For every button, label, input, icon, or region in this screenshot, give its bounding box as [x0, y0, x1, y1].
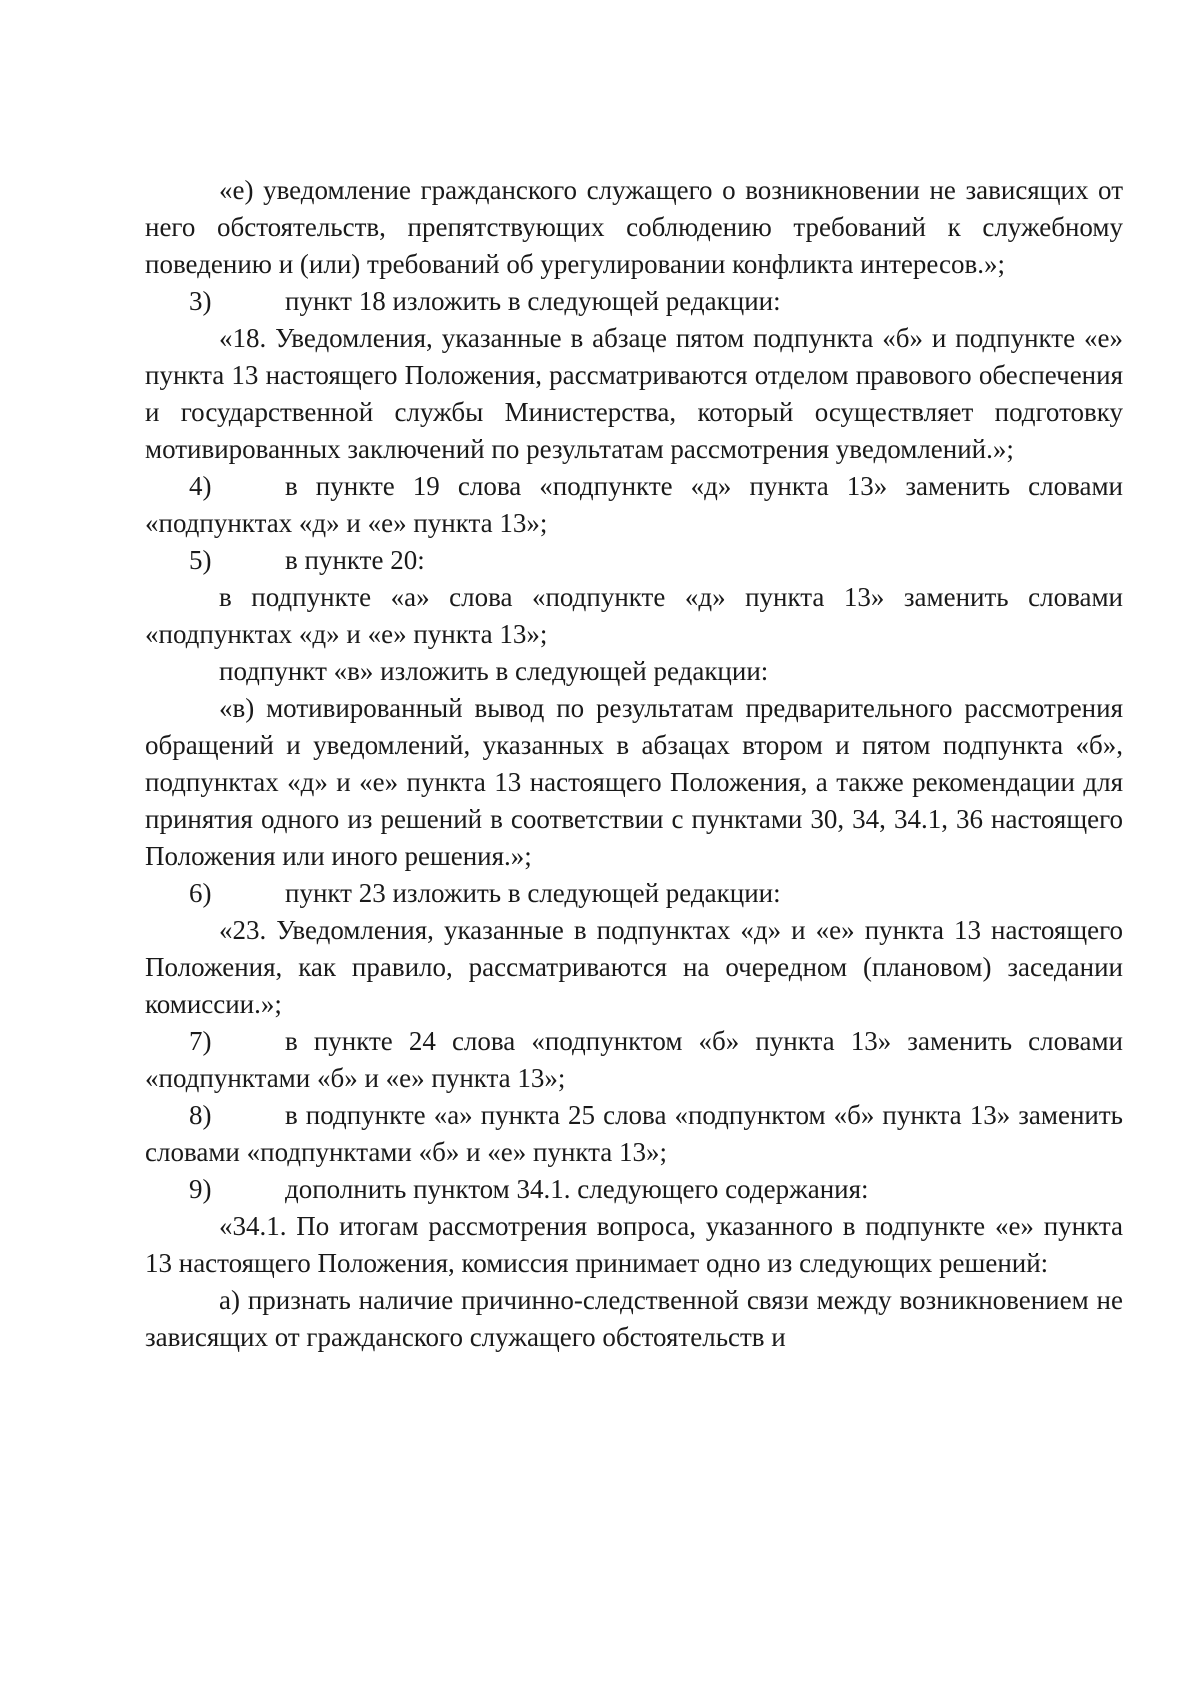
- item-7-number: 7): [189, 1026, 212, 1056]
- item-7: [145, 1023, 1123, 1097]
- paragraph-23: «23. Уведомления, указанные в подпунктах «д» и «е» пункта 13 настоящего Положения, как правило, рассматриваются на очередном (плановом) заседании комиссии.»;: [145, 915, 1123, 1019]
- item-9-text: дополнить пунктом 34.1. следующего содержания:: [285, 1174, 869, 1204]
- item-8-number: 8): [189, 1100, 212, 1130]
- item-5: [145, 542, 1123, 579]
- item-8-text: в подпункте «а» пункта 25 слова «подпунктом «б» пункта 13» заменить словами «подпунктами «б» и «е» пункта 13»;: [145, 1100, 1123, 1167]
- item-8: [145, 1097, 1123, 1171]
- item-3-text: пункт 18 изложить в следующей редакции:: [285, 286, 781, 316]
- item-4: [145, 468, 1123, 542]
- item-5-text: в пункте 20:: [285, 545, 425, 575]
- item-6-number: 6): [189, 878, 212, 908]
- paragraph-34-1-a: а) признать наличие причинно-следственной связи между возникновением не зависящих от гражданского служащего обстоятельств и: [145, 1285, 1123, 1352]
- paragraph-20-b: подпункт «в» изложить в следующей редакции:: [219, 656, 769, 686]
- paragraph-34-1: «34.1. По итогам рассмотрения вопроса, указанного в подпункте «е» пункта 13 настоящего Положения, комиссия принимает одно из следующих решений:: [145, 1211, 1123, 1278]
- item-9: [145, 1171, 1123, 1208]
- item-6: [145, 875, 1123, 912]
- item-7-text: в пункте 24 слова «подпунктом «б» пункта 13» заменить словами «подпунктами «б» и «е» пункта 13»;: [145, 1026, 1123, 1093]
- document-page: [145, 172, 1123, 1356]
- paragraph-18: «18. Уведомления, указанные в абзаце пятом подпункта «б» и подпункте «е» пункта 13 настоящего Положения, рассматриваются отделом правового обеспечения и государственной службы Министерства, который осуществляет подготовку мотивированных заключений по результатам рассмотрения уведомлений.»;: [145, 323, 1123, 464]
- paragraph-20-a: в подпункте «а» слова «подпункте «д» пункта 13» заменить словами «подпунктах «д» и «е» пункта 13»;: [145, 582, 1123, 649]
- item-6-text: пункт 23 изложить в следующей редакции:: [285, 878, 781, 908]
- item-4-text: в пункте 19 слова «подпункте «д» пункта 13» заменить словами «подпунктах «д» и «е» пункта 13»;: [145, 471, 1123, 538]
- item-5-number: 5): [189, 545, 212, 575]
- item-3-number: 3): [189, 286, 212, 316]
- paragraph-20-v: «в) мотивированный вывод по результатам предварительного рассмотрения обращений и уведомлений, указанных в абзацах втором и пятом подпункта «б», подпунктах «д» и «е» пункта 13 настоящего Положения, а также рекомендации для принятия одного из решений в соответствии с пунктами 30, 34, 34.1, 36 настоящего Положения или иного решения.»;: [145, 693, 1123, 871]
- item-3: [145, 283, 1123, 320]
- paragraph-subitem-e: «е) уведомление гражданского служащего о возникновении не зависящих от него обстоятельств, препятствующих соблюдению требований к служебному поведению и (или) требований об урегулировании конфликта интересов.»;: [145, 175, 1123, 279]
- item-9-number: 9): [189, 1174, 212, 1204]
- item-4-number: 4): [189, 471, 212, 501]
